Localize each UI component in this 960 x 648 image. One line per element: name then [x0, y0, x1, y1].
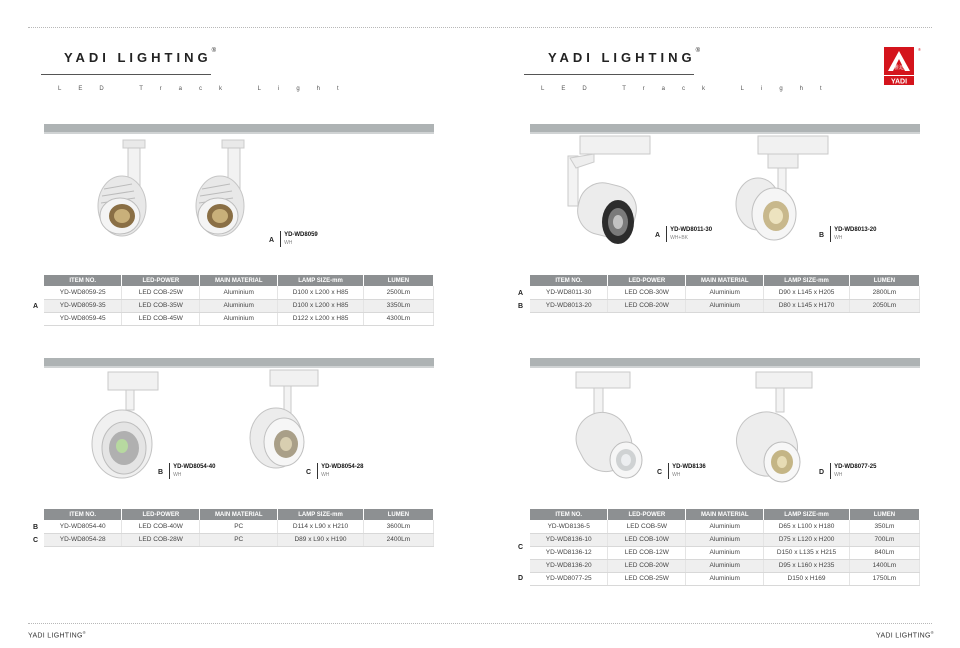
cell: 2800Lm	[849, 286, 919, 299]
cell: D90 x L145 x H205	[764, 286, 850, 299]
header-item-no: ITEM NO.	[44, 275, 122, 286]
cell: YD-WD8059-35	[44, 299, 122, 312]
cell: LED COB-20W	[608, 559, 686, 572]
cell: YD-WD8054-28	[44, 533, 122, 546]
cell: LED COB-28W	[122, 533, 200, 546]
registered-mark: ®	[695, 48, 701, 54]
header-material: MAIN MATERIAL	[200, 509, 278, 520]
cell: D100 x L200 x H85	[278, 286, 364, 299]
header-lumen: LUMEN	[363, 275, 433, 286]
cell: 700Lm	[849, 533, 919, 546]
product-panel-8136-8077	[530, 358, 920, 508]
cell: LED COB-35W	[122, 299, 200, 312]
header-lamp-size: LAMP SIZE-mm	[764, 509, 850, 520]
label-divider	[668, 463, 669, 479]
label-divider	[830, 463, 831, 479]
label-letter: B	[819, 232, 825, 239]
table-row	[530, 559, 920, 572]
label-color: WH	[672, 472, 681, 478]
table-header-row	[530, 509, 920, 520]
cell: D65 x L100 x H180	[764, 520, 850, 533]
row-group-tag: B	[33, 524, 39, 531]
product-label	[819, 226, 876, 242]
row-group-tag: A	[518, 290, 524, 297]
cell: Aluminium	[686, 286, 764, 299]
lamp-8136	[567, 372, 642, 481]
header-lumen: LUMEN	[363, 509, 433, 520]
lamp-8011	[568, 136, 650, 244]
top-dotted-rule	[28, 27, 932, 28]
brand-name: YADI LIGHTING	[64, 50, 212, 65]
label-model: YD-WD8013-20	[834, 227, 877, 233]
cell: 3600Lm	[363, 520, 433, 533]
lamp-8054-28	[250, 370, 318, 468]
table-row	[530, 533, 920, 546]
lamp-8054-40	[92, 372, 158, 478]
header-lamp-size: LAMP SIZE-mm	[764, 275, 850, 286]
header-led-power: LED-POWER	[122, 275, 200, 286]
header-material: MAIN MATERIAL	[200, 275, 278, 286]
cell: D150 x H169	[764, 572, 850, 585]
label-letter: B	[158, 469, 164, 476]
table-header-row	[44, 275, 434, 286]
track-rail	[530, 358, 920, 368]
spec-table-8059	[44, 275, 434, 326]
label-divider	[280, 231, 281, 247]
cell: 2500Lm	[363, 286, 433, 299]
cell: 2050Lm	[849, 299, 919, 312]
label-color: WH	[284, 240, 293, 246]
header-lumen: LUMEN	[849, 509, 919, 520]
brand-underline-right	[524, 74, 694, 75]
cell: 1400Lm	[849, 559, 919, 572]
lamp-8013	[736, 136, 828, 240]
table-row	[530, 520, 920, 533]
cell: LED COB-25W	[608, 572, 686, 585]
track-rail	[44, 358, 434, 368]
product-label	[306, 463, 363, 479]
cell: LED COB-12W	[608, 546, 686, 559]
cell: 840Lm	[849, 546, 919, 559]
label-model: YD-WD8011-30	[670, 227, 713, 233]
cell: D95 x L160 x H235	[764, 559, 850, 572]
label-color: WH+BK	[670, 235, 688, 241]
cell: LED COB-5W	[608, 520, 686, 533]
label-model: YD-WD8054-40	[173, 464, 216, 470]
cell: LED COB-10W	[608, 533, 686, 546]
cell: Aluminium	[686, 546, 764, 559]
label-divider	[830, 226, 831, 242]
cell: YD-WD8011-30	[530, 286, 608, 299]
table-row	[530, 286, 920, 299]
brand-name: YADI LIGHTING	[548, 50, 696, 65]
cell: D122 x L200 x H85	[278, 312, 364, 325]
lamp-8059-2	[196, 140, 244, 236]
row-group-tag: C	[518, 544, 524, 551]
label-letter: D	[819, 469, 825, 476]
cell: Aluminium	[200, 286, 278, 299]
product-label	[158, 463, 215, 479]
cell: 1750Lm	[849, 572, 919, 585]
header-material: MAIN MATERIAL	[686, 275, 764, 286]
label-letter: A	[655, 232, 661, 239]
cell: Aluminium	[686, 299, 764, 312]
track-rail	[44, 124, 434, 134]
label-letter: C	[306, 469, 312, 476]
table-row	[530, 546, 920, 559]
cell: 350Lm	[849, 520, 919, 533]
label-divider	[666, 226, 667, 242]
cell: D114 x L90 x H210	[278, 520, 364, 533]
cell: PC	[200, 520, 278, 533]
cell: YD-WD8136-5	[530, 520, 608, 533]
yadi-logo-icon	[882, 45, 922, 87]
cell: Aluminium	[686, 520, 764, 533]
footer-brand-left	[28, 630, 86, 639]
cell: YD-WD8054-40	[44, 520, 122, 533]
subtitle-left: LED Track Light	[58, 86, 356, 92]
label-model: YD-WD8077-25	[834, 464, 877, 470]
cell: D75 x L120 x H200	[764, 533, 850, 546]
cell: 2400Lm	[363, 533, 433, 546]
spec-table-8054	[44, 509, 434, 547]
cell: LED COB-25W	[122, 286, 200, 299]
cell: Aluminium	[200, 312, 278, 325]
cell: LED COB-45W	[122, 312, 200, 325]
track-light-8136-8077-image	[530, 368, 920, 508]
cell: 3350Lm	[363, 299, 433, 312]
label-letter: A	[269, 237, 275, 244]
footer-reg: ®	[82, 630, 86, 635]
label-color: WH	[173, 472, 182, 478]
row-group-tag: A	[33, 303, 39, 310]
svg-text:®: ®	[918, 47, 921, 52]
footer-left-text: YADI LIGHTING	[28, 632, 83, 640]
header-item-no: ITEM NO.	[530, 275, 608, 286]
table-row	[44, 286, 434, 299]
spec-table-8136-8077	[530, 509, 920, 586]
row-group-tag: C	[33, 537, 39, 544]
cell: D89 x L90 x H190	[278, 533, 364, 546]
logo-text: YADI	[890, 78, 908, 86]
header-led-power: LED-POWER	[608, 509, 686, 520]
bottom-dotted-rule	[28, 623, 932, 624]
cell: YD-WD8077-25	[530, 572, 608, 585]
brand-title-right	[548, 50, 700, 65]
footer-right-text: YADI LIGHTING	[876, 632, 931, 640]
header-led-power: LED-POWER	[608, 275, 686, 286]
cell: D100 x L200 x H85	[278, 299, 364, 312]
cell: YD-WD8136-10	[530, 533, 608, 546]
header-item-no: ITEM NO.	[530, 509, 608, 520]
brand-title-left	[64, 50, 216, 65]
row-group-tag: B	[518, 303, 524, 310]
cell: PC	[200, 533, 278, 546]
cell: YD-WD8059-25	[44, 286, 122, 299]
cell: Aluminium	[200, 299, 278, 312]
table-row	[530, 299, 920, 312]
table-row	[44, 312, 434, 325]
cell: LED COB-40W	[122, 520, 200, 533]
cell: 4300Lm	[363, 312, 433, 325]
track-light-8011-8013-image	[530, 134, 920, 274]
header-material: MAIN MATERIAL	[686, 509, 764, 520]
label-model: YD-WD8054-28	[321, 464, 364, 470]
product-panel-8059	[44, 124, 434, 274]
header-lamp-size: LAMP SIZE-mm	[278, 509, 364, 520]
row-group-tag: D	[518, 575, 524, 582]
cell: Aluminium	[686, 572, 764, 585]
spec-table-8011-8013	[530, 275, 920, 313]
footer-brand-right	[876, 630, 934, 639]
table-row	[530, 572, 920, 585]
cell: LED COB-30W	[608, 286, 686, 299]
product-panel-8011-8013	[530, 124, 920, 274]
cell: YD-WD8136-20	[530, 559, 608, 572]
header-lumen: LUMEN	[849, 275, 919, 286]
subtitle-right: LED Track Light	[541, 86, 839, 92]
header-item-no: ITEM NO.	[44, 509, 122, 520]
track-light-8059-image	[44, 134, 434, 274]
product-label	[269, 231, 318, 247]
footer-reg: ®	[930, 630, 934, 635]
lamp-8059-1	[98, 140, 146, 236]
track-light-8054-image	[44, 368, 434, 508]
label-divider	[169, 463, 170, 479]
label-color: WH	[834, 472, 843, 478]
cell: D150 x L135 x H215	[764, 546, 850, 559]
label-model: YD-WD8136	[672, 464, 706, 470]
cell: LED COB-20W	[608, 299, 686, 312]
table-row	[44, 533, 434, 546]
label-color: WH	[321, 472, 330, 478]
label-color: WH	[834, 235, 843, 241]
product-label	[655, 226, 712, 242]
product-panel-8054	[44, 358, 434, 508]
registered-mark: ®	[211, 48, 217, 54]
header-led-power: LED-POWER	[122, 509, 200, 520]
cell: YD-WD8136-12	[530, 546, 608, 559]
lamp-8077	[728, 372, 812, 485]
header-lamp-size: LAMP SIZE-mm	[278, 275, 364, 286]
cell: D80 x L145 x H170	[764, 299, 850, 312]
svg-text:雅迪: 雅迪	[893, 65, 905, 71]
cell: Aluminium	[686, 559, 764, 572]
brand-underline-left	[41, 74, 211, 75]
cell: Aluminium	[686, 533, 764, 546]
cell: YD-WD8059-45	[44, 312, 122, 325]
label-divider	[317, 463, 318, 479]
table-header-row	[44, 509, 434, 520]
table-row	[44, 299, 434, 312]
label-model: YD-WD8059	[284, 232, 318, 238]
cell: YD-WD8013-20	[530, 299, 608, 312]
product-label	[657, 463, 706, 479]
label-letter: C	[657, 469, 663, 476]
track-rail	[530, 124, 920, 134]
table-row	[44, 520, 434, 533]
product-label	[819, 463, 876, 479]
table-header-row	[530, 275, 920, 286]
